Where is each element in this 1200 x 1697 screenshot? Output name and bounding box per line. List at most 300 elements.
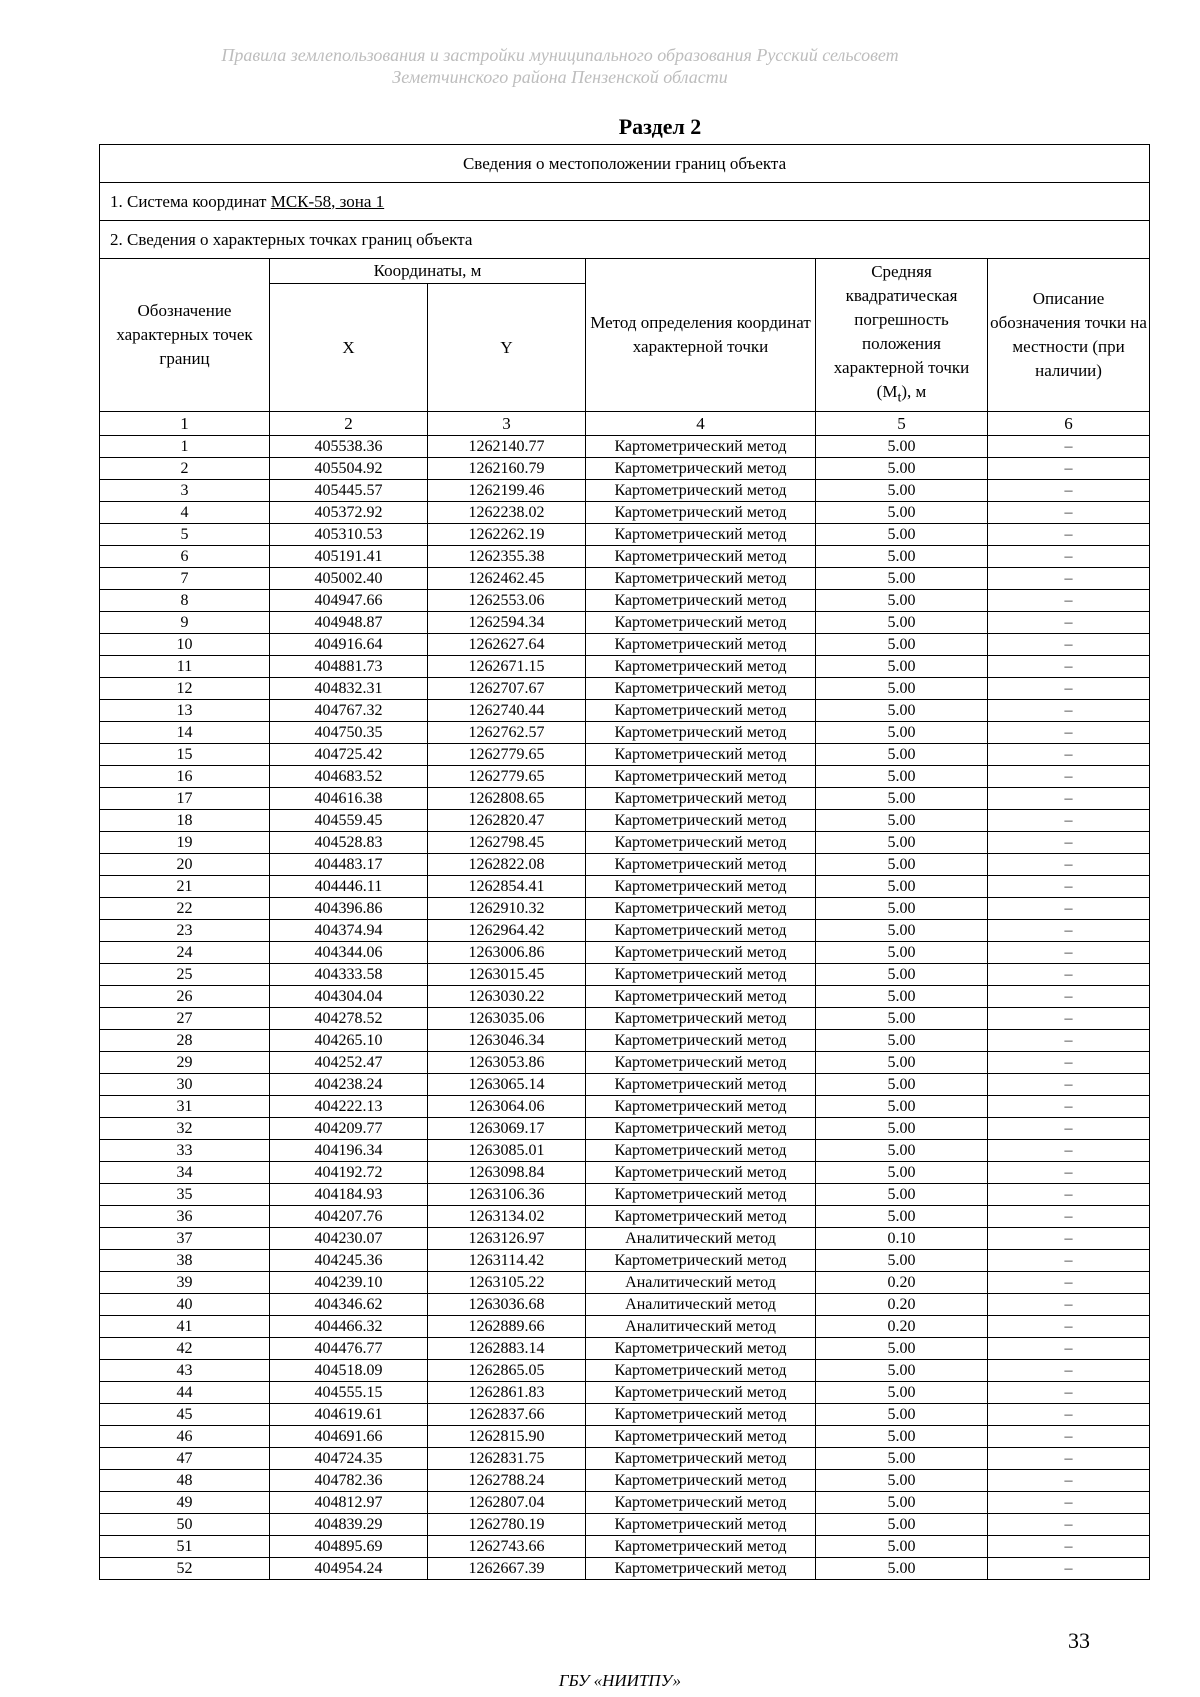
table-row <box>100 524 1150 546</box>
error-cell: 5.00 <box>816 942 988 964</box>
x-coordinate-cell: 404238.24 <box>270 1074 428 1096</box>
y-coordinate-cell: 1262831.75 <box>428 1448 586 1470</box>
method-cell: Картометрический метод <box>586 1030 816 1052</box>
method-cell: Картометрический метод <box>586 1426 816 1448</box>
point-number-cell: 10 <box>100 634 270 656</box>
table-row <box>100 898 1150 920</box>
table-row <box>100 810 1150 832</box>
point-number-cell: 4 <box>100 502 270 524</box>
description-cell: – <box>988 722 1150 744</box>
error-cell: 5.00 <box>816 1558 988 1580</box>
method-cell: Картометрический метод <box>586 920 816 942</box>
table-row <box>100 1536 1150 1558</box>
description-cell: – <box>988 436 1150 458</box>
description-cell: – <box>988 1294 1150 1316</box>
description-cell: – <box>988 1448 1150 1470</box>
error-cell: 5.00 <box>816 480 988 502</box>
point-number-cell: 26 <box>100 986 270 1008</box>
method-cell: Картометрический метод <box>586 700 816 722</box>
point-number-cell: 23 <box>100 920 270 942</box>
x-coordinate-cell: 405538.36 <box>270 436 428 458</box>
error-cell: 5.00 <box>816 1008 988 1030</box>
x-coordinate-cell: 404374.94 <box>270 920 428 942</box>
col-header-coordinates: Координаты, м <box>270 259 586 284</box>
x-coordinate-cell: 404916.64 <box>270 634 428 656</box>
x-coordinate-cell: 404196.34 <box>270 1140 428 1162</box>
error-cell: 5.00 <box>816 1492 988 1514</box>
point-number-cell: 30 <box>100 1074 270 1096</box>
table-row <box>100 744 1150 766</box>
column-number: 2 <box>270 412 428 436</box>
description-cell: – <box>988 1558 1150 1580</box>
y-coordinate-cell: 1262743.66 <box>428 1536 586 1558</box>
point-number-cell: 1 <box>100 436 270 458</box>
error-cell: 5.00 <box>816 634 988 656</box>
description-cell: – <box>988 1250 1150 1272</box>
point-number-cell: 46 <box>100 1426 270 1448</box>
description-cell: – <box>988 1228 1150 1250</box>
method-cell: Аналитический метод <box>586 1294 816 1316</box>
coord-system-prefix: 1. Система координат <box>110 191 271 211</box>
table-row <box>100 1272 1150 1294</box>
y-coordinate-cell: 1262788.24 <box>428 1470 586 1492</box>
method-cell: Аналитический метод <box>586 1272 816 1294</box>
y-coordinate-cell: 1263098.84 <box>428 1162 586 1184</box>
x-coordinate-cell: 404812.97 <box>270 1492 428 1514</box>
y-coordinate-cell: 1262798.45 <box>428 832 586 854</box>
point-number-cell: 25 <box>100 964 270 986</box>
y-coordinate-cell: 1262865.05 <box>428 1360 586 1382</box>
description-cell: – <box>988 1360 1150 1382</box>
error-cell: 5.00 <box>816 1404 988 1426</box>
method-cell: Картометрический метод <box>586 1514 816 1536</box>
x-coordinate-cell: 404782.36 <box>270 1470 428 1492</box>
y-coordinate-cell: 1262160.79 <box>428 458 586 480</box>
point-number-cell: 34 <box>100 1162 270 1184</box>
error-cell: 5.00 <box>816 612 988 634</box>
point-number-cell: 35 <box>100 1184 270 1206</box>
table-row <box>100 788 1150 810</box>
method-cell: Картометрический метод <box>586 678 816 700</box>
table-row <box>100 700 1150 722</box>
x-coordinate-cell: 405372.92 <box>270 502 428 524</box>
method-cell: Картометрический метод <box>586 480 816 502</box>
y-coordinate-cell: 1262667.39 <box>428 1558 586 1580</box>
description-cell: – <box>988 920 1150 942</box>
error-cell: 5.00 <box>816 458 988 480</box>
method-cell: Картометрический метод <box>586 1118 816 1140</box>
point-number-cell: 11 <box>100 656 270 678</box>
x-coordinate-cell: 404555.15 <box>270 1382 428 1404</box>
coord-system-value: МСК-58, зона 1 <box>270 191 385 211</box>
x-coordinate-cell: 405191.41 <box>270 546 428 568</box>
description-cell: – <box>988 898 1150 920</box>
point-number-cell: 52 <box>100 1558 270 1580</box>
page-header <box>0 44 1120 88</box>
x-coordinate-cell: 404839.29 <box>270 1514 428 1536</box>
x-coordinate-cell: 404245.36 <box>270 1250 428 1272</box>
y-coordinate-cell: 1262262.19 <box>428 524 586 546</box>
y-coordinate-cell: 1262355.38 <box>428 546 586 568</box>
y-coordinate-cell: 1262815.90 <box>428 1426 586 1448</box>
description-cell: – <box>988 1118 1150 1140</box>
table-row <box>100 986 1150 1008</box>
method-cell: Картометрический метод <box>586 788 816 810</box>
point-number-cell: 33 <box>100 1140 270 1162</box>
method-cell: Картометрический метод <box>586 590 816 612</box>
y-coordinate-cell: 1262837.66 <box>428 1404 586 1426</box>
y-coordinate-cell: 1262883.14 <box>428 1338 586 1360</box>
error-cell: 0.10 <box>816 1228 988 1250</box>
table-row <box>100 832 1150 854</box>
point-number-cell: 41 <box>100 1316 270 1338</box>
col-header-y: Y <box>428 284 586 412</box>
x-coordinate-cell: 404895.69 <box>270 1536 428 1558</box>
y-coordinate-cell: 1263085.01 <box>428 1140 586 1162</box>
x-coordinate-cell: 404954.24 <box>270 1558 428 1580</box>
table-row <box>100 1514 1150 1536</box>
error-cell: 5.00 <box>816 788 988 810</box>
y-coordinate-cell: 1262779.65 <box>428 744 586 766</box>
description-cell: – <box>988 1426 1150 1448</box>
description-cell: – <box>988 458 1150 480</box>
table-row <box>100 634 1150 656</box>
point-number-cell: 48 <box>100 1470 270 1492</box>
x-coordinate-cell: 404230.07 <box>270 1228 428 1250</box>
x-coordinate-cell: 404616.38 <box>270 788 428 810</box>
method-cell: Картометрический метод <box>586 546 816 568</box>
points-heading: 2. Сведения о характерных точках границ объекта <box>100 221 1150 259</box>
x-coordinate-cell: 405504.92 <box>270 458 428 480</box>
col-header-error <box>816 259 988 412</box>
point-number-cell: 5 <box>100 524 270 546</box>
description-cell: – <box>988 1404 1150 1426</box>
x-coordinate-cell: 404192.72 <box>270 1162 428 1184</box>
x-coordinate-cell: 404559.45 <box>270 810 428 832</box>
x-coordinate-cell: 404767.32 <box>270 700 428 722</box>
error-cell: 0.20 <box>816 1316 988 1338</box>
column-number: 6 <box>988 412 1150 436</box>
method-cell: Картометрический метод <box>586 568 816 590</box>
error-cell: 5.00 <box>816 1074 988 1096</box>
error-cell: 5.00 <box>816 502 988 524</box>
x-coordinate-cell: 404948.87 <box>270 612 428 634</box>
y-coordinate-cell: 1262199.46 <box>428 480 586 502</box>
x-coordinate-cell: 404252.47 <box>270 1052 428 1074</box>
method-cell: Картометрический метод <box>586 1404 816 1426</box>
error-cell: 5.00 <box>816 920 988 942</box>
y-coordinate-cell: 1263114.42 <box>428 1250 586 1272</box>
error-cell: 5.00 <box>816 678 988 700</box>
y-coordinate-cell: 1262462.45 <box>428 568 586 590</box>
point-number-cell: 14 <box>100 722 270 744</box>
y-coordinate-cell: 1263046.34 <box>428 1030 586 1052</box>
method-cell: Картометрический метод <box>586 744 816 766</box>
col-header-designation: Обозначение характерных точек границ <box>100 259 270 412</box>
column-number: 3 <box>428 412 586 436</box>
error-cell: 5.00 <box>816 546 988 568</box>
point-number-cell: 39 <box>100 1272 270 1294</box>
y-coordinate-cell: 1262808.65 <box>428 788 586 810</box>
point-number-cell: 22 <box>100 898 270 920</box>
error-cell: 5.00 <box>816 436 988 458</box>
table-row <box>100 612 1150 634</box>
point-number-cell: 27 <box>100 1008 270 1030</box>
method-cell: Картометрический метод <box>586 810 816 832</box>
method-cell: Картометрический метод <box>586 634 816 656</box>
error-cell: 5.00 <box>816 524 988 546</box>
table-row <box>100 480 1150 502</box>
point-number-cell: 47 <box>100 1448 270 1470</box>
y-coordinate-cell: 1262964.42 <box>428 920 586 942</box>
table-row <box>100 458 1150 480</box>
description-cell: – <box>988 810 1150 832</box>
y-coordinate-cell: 1263069.17 <box>428 1118 586 1140</box>
x-coordinate-cell: 404483.17 <box>270 854 428 876</box>
y-coordinate-cell: 1263064.06 <box>428 1096 586 1118</box>
method-cell: Картометрический метод <box>586 1008 816 1030</box>
description-cell: – <box>988 524 1150 546</box>
x-coordinate-cell: 404333.58 <box>270 964 428 986</box>
error-cell: 5.00 <box>816 1162 988 1184</box>
method-cell: Картометрический метод <box>586 1536 816 1558</box>
point-number-cell: 36 <box>100 1206 270 1228</box>
y-coordinate-cell: 1263015.45 <box>428 964 586 986</box>
description-cell: – <box>988 876 1150 898</box>
method-cell: Картометрический метод <box>586 1250 816 1272</box>
y-coordinate-cell: 1262780.19 <box>428 1514 586 1536</box>
description-cell: – <box>988 1008 1150 1030</box>
points-heading-row <box>100 221 1150 259</box>
y-coordinate-cell: 1262553.06 <box>428 590 586 612</box>
point-number-cell: 40 <box>100 1294 270 1316</box>
y-coordinate-cell: 1262627.64 <box>428 634 586 656</box>
point-number-cell: 28 <box>100 1030 270 1052</box>
description-cell: – <box>988 1382 1150 1404</box>
description-cell: – <box>988 1184 1150 1206</box>
table-row <box>100 1294 1150 1316</box>
section-title: Раздел 2 <box>618 114 702 139</box>
table-row <box>100 1360 1150 1382</box>
table-row <box>100 920 1150 942</box>
error-cell: 5.00 <box>816 1536 988 1558</box>
y-coordinate-cell: 1262820.47 <box>428 810 586 832</box>
header-line-1: Правила землепользования и застройки муниципального образования Русский сельсовет <box>221 45 899 65</box>
error-cell: 5.00 <box>816 964 988 986</box>
error-cell: 5.00 <box>816 986 988 1008</box>
point-number-cell: 37 <box>100 1228 270 1250</box>
x-coordinate-cell: 404209.77 <box>270 1118 428 1140</box>
method-cell: Картометрический метод <box>586 1382 816 1404</box>
point-number-cell: 17 <box>100 788 270 810</box>
point-number-cell: 13 <box>100 700 270 722</box>
table-row <box>100 546 1150 568</box>
error-cell: 5.00 <box>816 568 988 590</box>
error-cell: 5.00 <box>816 898 988 920</box>
table-row <box>100 1074 1150 1096</box>
table-row <box>100 1096 1150 1118</box>
table-row <box>100 1558 1150 1580</box>
table-row <box>100 1184 1150 1206</box>
error-cell: 5.00 <box>816 1184 988 1206</box>
x-coordinate-cell: 404207.76 <box>270 1206 428 1228</box>
x-coordinate-cell: 405002.40 <box>270 568 428 590</box>
point-number-cell: 12 <box>100 678 270 700</box>
table-row <box>100 1316 1150 1338</box>
method-cell: Картометрический метод <box>586 1140 816 1162</box>
description-cell: – <box>988 546 1150 568</box>
description-cell: – <box>988 1536 1150 1558</box>
table-row <box>100 876 1150 898</box>
description-cell: – <box>988 1492 1150 1514</box>
description-cell: – <box>988 502 1150 524</box>
error-cell: 5.00 <box>816 1052 988 1074</box>
point-number-cell: 45 <box>100 1404 270 1426</box>
method-cell: Картометрический метод <box>586 1206 816 1228</box>
method-cell: Картометрический метод <box>586 1360 816 1382</box>
x-coordinate-cell: 404725.42 <box>270 744 428 766</box>
error-cell: 5.00 <box>816 1206 988 1228</box>
table-row <box>100 656 1150 678</box>
col-header-error-unit: ), м <box>901 382 927 402</box>
y-coordinate-cell: 1262238.02 <box>428 502 586 524</box>
column-number: 4 <box>586 412 816 436</box>
y-coordinate-cell: 1262861.83 <box>428 1382 586 1404</box>
method-cell: Картометрический метод <box>586 722 816 744</box>
table-row <box>100 590 1150 612</box>
method-cell: Картометрический метод <box>586 832 816 854</box>
y-coordinate-cell: 1263036.68 <box>428 1294 586 1316</box>
table-row <box>100 1492 1150 1514</box>
description-cell: – <box>988 1316 1150 1338</box>
point-number-cell: 15 <box>100 744 270 766</box>
y-coordinate-cell: 1263006.86 <box>428 942 586 964</box>
error-cell: 5.00 <box>816 1382 988 1404</box>
description-cell: – <box>988 1096 1150 1118</box>
point-number-cell: 42 <box>100 1338 270 1360</box>
error-cell: 5.00 <box>816 1030 988 1052</box>
x-coordinate-cell: 404750.35 <box>270 722 428 744</box>
method-cell: Картометрический метод <box>586 1470 816 1492</box>
error-cell: 5.00 <box>816 700 988 722</box>
table-row <box>100 1052 1150 1074</box>
error-cell: 5.00 <box>816 590 988 612</box>
error-cell: 5.00 <box>816 1514 988 1536</box>
table-row <box>100 1470 1150 1492</box>
table-row <box>100 722 1150 744</box>
x-coordinate-cell: 404724.35 <box>270 1448 428 1470</box>
description-cell: – <box>988 942 1150 964</box>
method-cell: Аналитический метод <box>586 1316 816 1338</box>
table-row <box>100 1140 1150 1162</box>
x-coordinate-cell: 404528.83 <box>270 832 428 854</box>
header-line-2: Земетчинского района Пензенской области <box>392 67 728 87</box>
y-coordinate-cell: 1262740.44 <box>428 700 586 722</box>
method-cell: Картометрический метод <box>586 1492 816 1514</box>
point-number-cell: 9 <box>100 612 270 634</box>
method-cell: Картометрический метод <box>586 1096 816 1118</box>
x-coordinate-cell: 404476.77 <box>270 1338 428 1360</box>
method-cell: Картометрический метод <box>586 854 816 876</box>
table-row <box>100 1426 1150 1448</box>
description-cell: – <box>988 1074 1150 1096</box>
description-cell: – <box>988 634 1150 656</box>
table-row <box>100 854 1150 876</box>
y-coordinate-cell: 1263105.22 <box>428 1272 586 1294</box>
description-cell: – <box>988 1272 1150 1294</box>
y-coordinate-cell: 1262854.41 <box>428 876 586 898</box>
y-coordinate-cell: 1263030.22 <box>428 986 586 1008</box>
y-coordinate-cell: 1263106.36 <box>428 1184 586 1206</box>
x-coordinate-cell: 404265.10 <box>270 1030 428 1052</box>
point-number-cell: 18 <box>100 810 270 832</box>
table-row <box>100 1338 1150 1360</box>
x-coordinate-cell: 404446.11 <box>270 876 428 898</box>
error-cell: 5.00 <box>816 1140 988 1162</box>
table-title-row <box>100 145 1150 183</box>
method-cell: Картометрический метод <box>586 1184 816 1206</box>
table-row <box>100 1448 1150 1470</box>
point-number-cell: 43 <box>100 1360 270 1382</box>
error-cell: 5.00 <box>816 1360 988 1382</box>
method-cell: Картометрический метод <box>586 458 816 480</box>
col-header-error-sub: t <box>897 389 902 406</box>
x-coordinate-cell: 404222.13 <box>270 1096 428 1118</box>
column-number: 1 <box>100 412 270 436</box>
description-cell: – <box>988 1162 1150 1184</box>
error-cell: 0.20 <box>816 1294 988 1316</box>
error-cell: 5.00 <box>816 810 988 832</box>
table-row <box>100 1162 1150 1184</box>
error-cell: 0.20 <box>816 1272 988 1294</box>
method-cell: Картометрический метод <box>586 436 816 458</box>
description-cell: – <box>988 1030 1150 1052</box>
x-coordinate-cell: 404346.62 <box>270 1294 428 1316</box>
error-cell: 5.00 <box>816 1096 988 1118</box>
error-cell: 5.00 <box>816 1338 988 1360</box>
method-cell: Картометрический метод <box>586 1448 816 1470</box>
x-coordinate-cell: 405310.53 <box>270 524 428 546</box>
point-number-cell: 21 <box>100 876 270 898</box>
point-number-cell: 50 <box>100 1514 270 1536</box>
table-row <box>100 1382 1150 1404</box>
point-number-cell: 51 <box>100 1536 270 1558</box>
description-cell: – <box>988 854 1150 876</box>
x-coordinate-cell: 404518.09 <box>270 1360 428 1382</box>
y-coordinate-cell: 1263065.14 <box>428 1074 586 1096</box>
table-row <box>100 678 1150 700</box>
table-row <box>100 502 1150 524</box>
point-number-cell: 29 <box>100 1052 270 1074</box>
y-coordinate-cell: 1262671.15 <box>428 656 586 678</box>
table-row <box>100 942 1150 964</box>
description-cell: – <box>988 1052 1150 1074</box>
method-cell: Картометрический метод <box>586 876 816 898</box>
page-footer: ГБУ «НИИТПУ» <box>558 1671 682 1690</box>
x-coordinate-cell: 404278.52 <box>270 1008 428 1030</box>
y-coordinate-cell: 1263053.86 <box>428 1052 586 1074</box>
description-cell: – <box>988 568 1150 590</box>
point-number-cell: 2 <box>100 458 270 480</box>
x-coordinate-cell: 405445.57 <box>270 480 428 502</box>
y-coordinate-cell: 1262822.08 <box>428 854 586 876</box>
y-coordinate-cell: 1262889.66 <box>428 1316 586 1338</box>
x-coordinate-cell: 404466.32 <box>270 1316 428 1338</box>
error-cell: 5.00 <box>816 1118 988 1140</box>
table-row <box>100 766 1150 788</box>
description-cell: – <box>988 964 1150 986</box>
error-cell: 5.00 <box>816 876 988 898</box>
